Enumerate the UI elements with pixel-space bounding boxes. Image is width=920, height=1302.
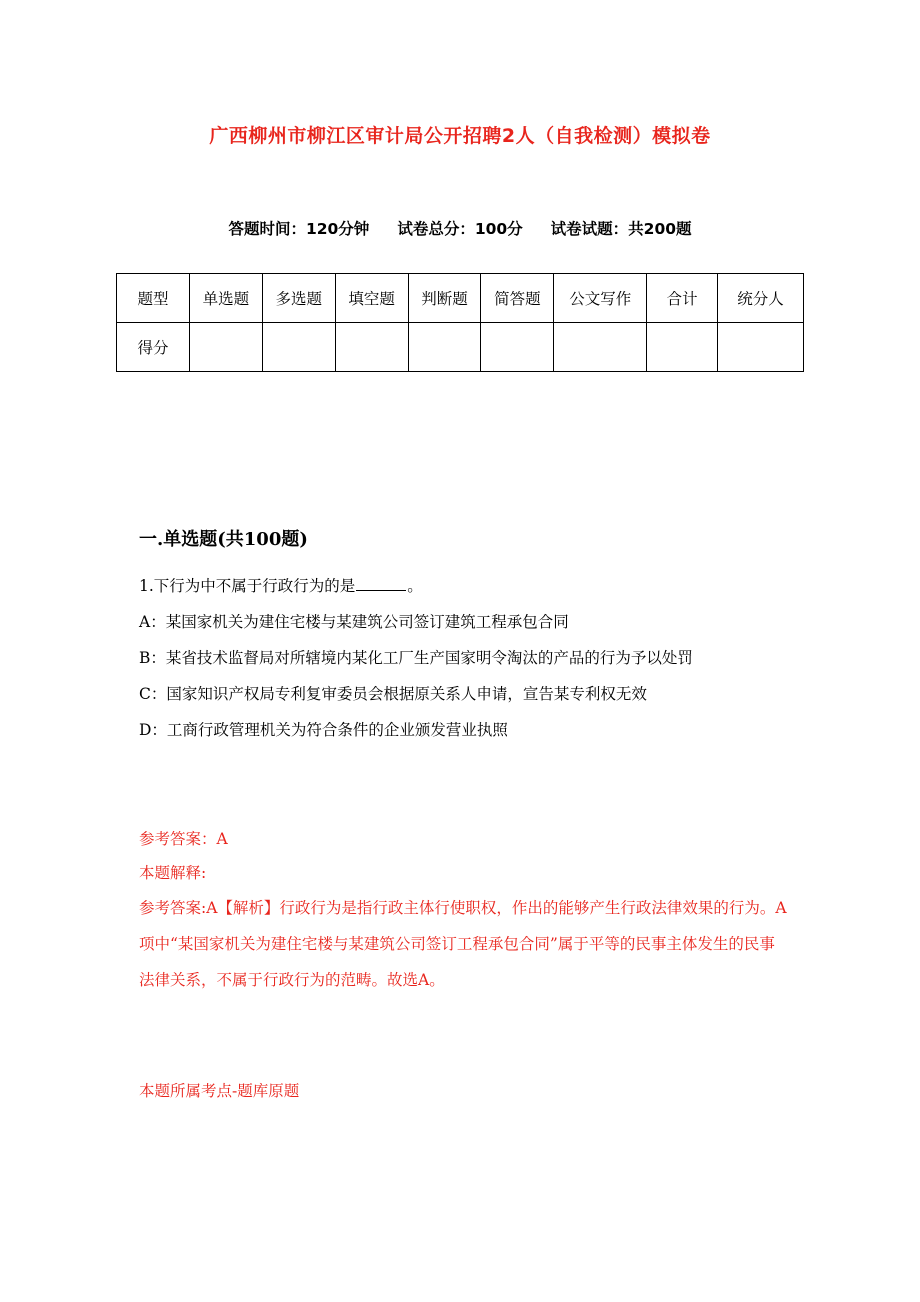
explanation-text: 参考答案:A【解析】行政行为是指行政主体行使职权，作出的能够产生行政法律效果的行为。A项中“某国家机关为建住宅楼与某建筑公司签订工程承包合同”属于平等的民事主体发生的民事法律关系，不属于行政行为的范畴。故选A。 [139, 899, 787, 989]
question-block [139, 568, 789, 748]
question-stem [139, 568, 789, 604]
score-header-cell: 统分人 [718, 274, 804, 323]
score-cell [718, 323, 804, 372]
question-stem-text: 1.下行为中不属于行政行为的是 [139, 577, 356, 595]
score-cell [335, 323, 408, 372]
score-row-label: 得分 [117, 323, 190, 372]
score-cell [647, 323, 718, 372]
exam-time: 答题时间：120分钟 [228, 220, 370, 238]
section-heading: 一.单选题(共100题) [139, 529, 308, 550]
score-cell [554, 323, 647, 372]
exam-meta [0, 216, 920, 242]
score-header-cell: 填空题 [335, 274, 408, 323]
exam-question-count: 试卷试题：共200题 [550, 220, 692, 238]
answer-blank [356, 575, 406, 592]
score-table-score-row [117, 323, 804, 372]
reference-answer: 参考答案：A [139, 830, 228, 848]
score-header-cell: 单选题 [189, 274, 262, 323]
score-header-cell: 合计 [647, 274, 718, 323]
score-table-header-row [117, 274, 804, 323]
score-cell [262, 323, 335, 372]
score-cell [189, 323, 262, 372]
option-a: A：某国家机关为建住宅楼与某建筑公司签订建筑工程承包合同 [139, 613, 569, 631]
score-header-cell: 题型 [117, 274, 190, 323]
question-stem-end: 。 [407, 577, 423, 595]
score-header-cell: 判断题 [408, 274, 481, 323]
score-table [116, 273, 804, 372]
option-c: C：国家知识产权局专利复审委员会根据原关系人申请，宣告某专利权无效 [139, 685, 647, 703]
score-header-cell: 公文写作 [554, 274, 647, 323]
option-d: D：工商行政管理机关为符合条件的企业颁发营业执照 [139, 721, 508, 739]
score-header-cell: 多选题 [262, 274, 335, 323]
score-cell [408, 323, 481, 372]
score-cell [481, 323, 554, 372]
exam-total-score: 试卷总分：100分 [397, 220, 523, 238]
option-b: B：某省技术监督局对所辖境内某化工厂生产国家明令淘汰的产品的行为予以处罚 [139, 649, 693, 667]
answer-block [139, 822, 789, 998]
question-source: 本题所属考点-题库原题 [139, 1082, 300, 1100]
exam-title: 广西柳州市柳江区审计局公开招聘2人（自我检测）模拟卷 [209, 125, 711, 147]
explanation-label: 本题解释: [139, 864, 207, 882]
score-header-cell: 简答题 [481, 274, 554, 323]
